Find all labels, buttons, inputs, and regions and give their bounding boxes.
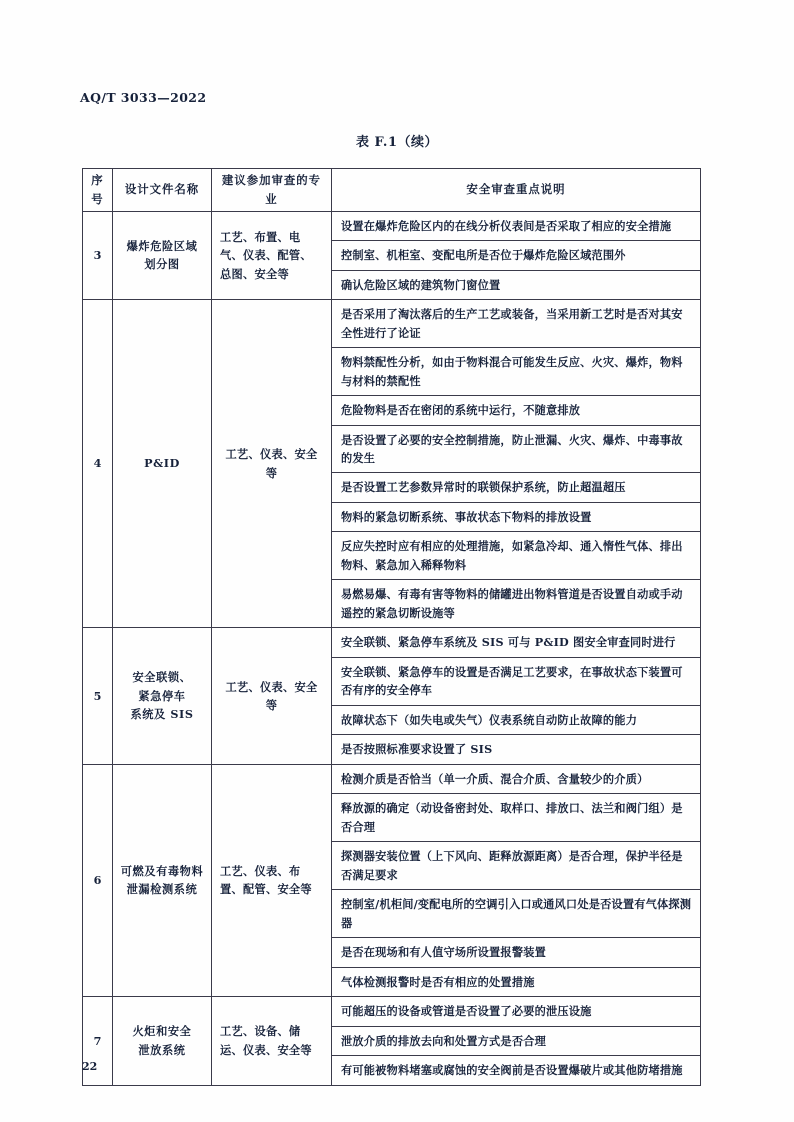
column-header-no: 序号 bbox=[83, 169, 113, 212]
review-point-cell: 危险物料是否在密闭的系统中运行，不随意排放 bbox=[332, 396, 701, 425]
review-point-cell: 气体检测报警时是否有相应的处置措施 bbox=[332, 967, 701, 996]
design-document-name-line: 安全联锁、 bbox=[132, 670, 192, 685]
review-point-cell: 控制室/机柜间/变配电所的空调引入口或通风口处是否设置有气体探测器 bbox=[332, 890, 701, 938]
design-document-name-line: 爆炸危险区域 bbox=[126, 238, 198, 253]
review-point-cell: 物料禁配性分析，如由于物料混合可能发生反应、火灾、爆炸，物料与材料的禁配性 bbox=[332, 348, 701, 396]
table-row bbox=[83, 628, 701, 657]
design-document-name-cell bbox=[113, 997, 212, 1085]
table-header-row bbox=[83, 169, 701, 212]
review-point-cell: 泄放介质的排放去向和处置方式是否合理 bbox=[332, 1026, 701, 1055]
design-document-name-line: 划分图 bbox=[144, 257, 180, 272]
review-point-cell: 检测介质是否恰当（单一介质、混合介质、含量较少的介质） bbox=[332, 764, 701, 793]
design-document-name-line: P&ID bbox=[144, 456, 180, 471]
review-point-cell: 故障状态下（如失电或失气）仪表系统自动防止故障的能力 bbox=[332, 705, 701, 734]
page-number: 22 bbox=[82, 1060, 98, 1073]
review-table-container bbox=[82, 168, 700, 1086]
review-point-cell: 设置在爆炸危险区内的在线分析仪表间是否采取了相应的安全措施 bbox=[332, 211, 701, 240]
table-row bbox=[83, 300, 701, 348]
row-number-cell: 5 bbox=[83, 628, 113, 764]
review-point-cell: 是否设置工艺参数异常时的联锁保护系统，防止超温超压 bbox=[332, 473, 701, 502]
review-point-cell: 控制室、机柜室、变配电所是否位于爆炸危险区域范围外 bbox=[332, 241, 701, 270]
review-point-cell: 是否在现场和有人值守场所设置报警装置 bbox=[332, 938, 701, 967]
review-majors-cell: 工艺、仪表、安全等 bbox=[212, 300, 332, 628]
row-number-cell: 3 bbox=[83, 211, 113, 299]
review-majors-cell: 工艺、仪表、安全等 bbox=[212, 628, 332, 764]
review-point-cell: 可能超压的设备或管道是否设置了必要的泄压设施 bbox=[332, 997, 701, 1026]
safety-review-table bbox=[82, 168, 701, 1086]
review-point-cell: 物料的紧急切断系统、事故状态下物料的排放设置 bbox=[332, 502, 701, 531]
design-document-name-line: 火炬和安全 bbox=[132, 1024, 192, 1039]
design-document-name-line: 可燃及有毒物料 bbox=[120, 863, 204, 878]
design-document-name-cell bbox=[113, 300, 212, 628]
design-document-name-line: 系统及 SIS bbox=[130, 707, 194, 722]
review-majors-cell: 工艺、设备、储运、仪表、安全等 bbox=[212, 997, 332, 1085]
design-document-name-cell bbox=[113, 764, 212, 996]
review-point-cell: 反应失控时应有相应的处理措施，如紧急冷却、通入惰性气体、排出物料、紧急加入稀释物料 bbox=[332, 532, 701, 580]
review-point-cell: 探测器安装位置（上下风向、距释放源距离）是否合理，保护半径是否满足要求 bbox=[332, 842, 701, 890]
column-header-major: 建议参加审查的专业 bbox=[212, 169, 332, 212]
review-point-cell: 安全联锁、紧急停车系统及 SIS 可与 P&ID 图安全审查同时进行 bbox=[332, 628, 701, 657]
table-row bbox=[83, 997, 701, 1026]
table-row bbox=[83, 764, 701, 793]
review-point-cell: 易燃易爆、有毒有害等物料的储罐进出物料管道是否设置自动或手动遥控的紧急切断设施等 bbox=[332, 580, 701, 628]
design-document-name-line: 紧急停车 bbox=[138, 688, 186, 703]
review-majors-cell: 工艺、仪表、布置、配管、安全等 bbox=[212, 764, 332, 996]
review-point-cell: 是否设置了必要的安全控制措施，防止泄漏、火灾、爆炸、中毒事故的发生 bbox=[332, 425, 701, 473]
row-number-cell: 6 bbox=[83, 764, 113, 996]
review-point-cell: 是否按照标准要求设置了 SIS bbox=[332, 735, 701, 764]
row-number-cell: 4 bbox=[83, 300, 113, 628]
design-document-name-cell bbox=[113, 211, 212, 299]
column-header-desc: 安全审查重点说明 bbox=[332, 169, 701, 212]
table-caption: 表 F.1（续） bbox=[355, 135, 439, 150]
design-document-name-line: 泄漏检测系统 bbox=[126, 882, 198, 897]
review-point-cell: 安全联锁、紧急停车的设置是否满足工艺要求，在事故状态下装置可否有序的安全停车 bbox=[332, 657, 701, 705]
design-document-name-cell bbox=[113, 628, 212, 764]
row-number-cell: 7 bbox=[83, 997, 113, 1085]
design-document-name-line: 泄放系统 bbox=[138, 1042, 186, 1057]
review-point-cell: 释放源的确定（动设备密封处、取样口、排放口、法兰和阀门组）是否合理 bbox=[332, 794, 701, 842]
review-point-cell: 是否采用了淘汰落后的生产工艺或装备，当采用新工艺时是否对其安全性进行了论证 bbox=[332, 300, 701, 348]
review-point-cell: 确认危险区域的建筑物门窗位置 bbox=[332, 270, 701, 299]
review-majors-cell: 工艺、布置、电气、仪表、配管、总图、安全等 bbox=[212, 211, 332, 299]
column-header-name: 设计文件名称 bbox=[113, 169, 212, 212]
review-point-cell: 有可能被物料堵塞或腐蚀的安全阀前是否设置爆破片或其他防堵措施 bbox=[332, 1056, 701, 1085]
table-row bbox=[83, 211, 701, 240]
standard-code-header: AQ/T 3033—2022 bbox=[80, 90, 207, 105]
